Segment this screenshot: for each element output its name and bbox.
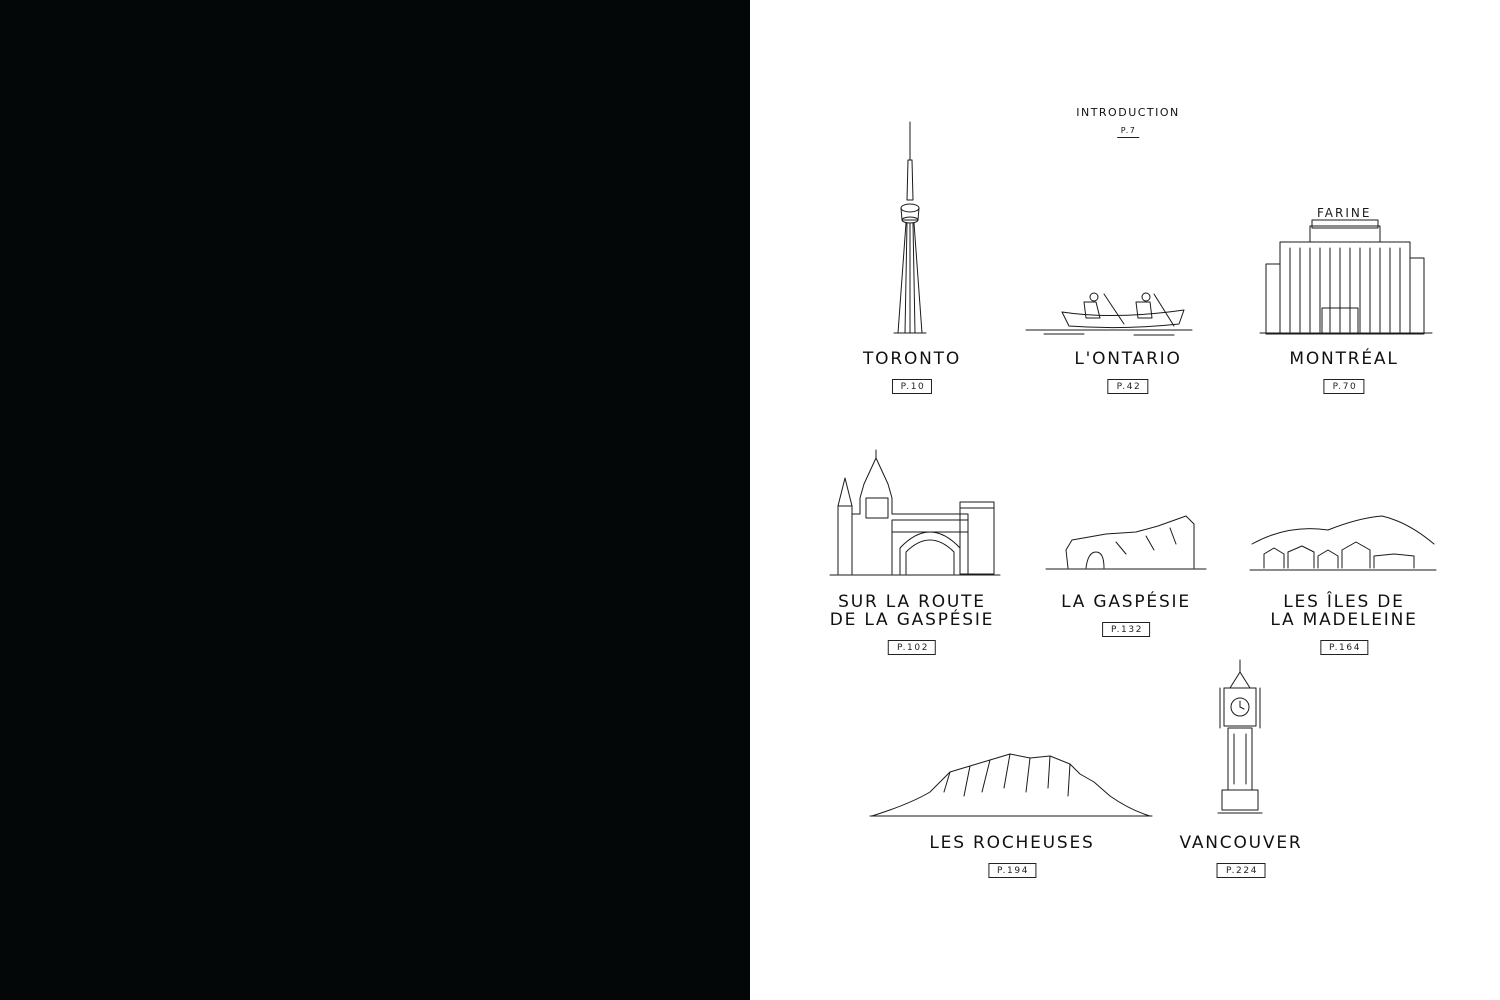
chapter-page-number: P.194 [988,863,1036,878]
chapter-page-number: P.164 [1320,640,1368,655]
chapter-title: L'ONTARIO [1074,349,1182,369]
chapter-title: VANCOUVER [1179,833,1303,853]
toc-entry-iles-madeleine[interactable] [1270,593,1417,655]
chapter-page-number: P.42 [1108,379,1149,394]
toc-introduction[interactable] [1076,106,1180,138]
toc-entry-vancouver[interactable] [1180,834,1303,878]
steam-clock-icon [1216,658,1264,818]
introduction-page-number: P.7 [1117,126,1139,138]
toc-entry-montreal[interactable] [1289,350,1398,394]
chapter-page-number: P.10 [892,379,933,394]
toc-entry-route-gaspesie[interactable] [830,593,994,655]
chapter-title: TORONTO [862,349,962,369]
chapter-page-number: P.224 [1217,863,1265,878]
chapter-title: LES ROCHEUSES [929,833,1095,853]
toc-entry-gaspesie[interactable] [1061,593,1191,637]
toc-entry-ontario[interactable] [1074,350,1181,394]
toc-entry-rocheuses[interactable] [929,834,1094,878]
perce-rock-icon [1046,514,1208,574]
city-gate-icon [830,448,1000,578]
toc-entry-toronto[interactable] [863,350,961,394]
chapter-title: LES ÎLES DE LA MADELEINE [1270,592,1418,630]
chapter-title: LA GASPÉSIE [1061,592,1191,612]
canoe-icon [1024,288,1194,336]
chapter-title: SUR LA ROUTE DE LA GASPÉSIE [829,592,995,630]
introduction-title: INTRODUCTION [1076,106,1180,119]
montreal-sign-text: FARINE [1317,206,1372,220]
cn-tower-icon [880,120,940,336]
island-village-icon [1248,514,1438,576]
chapter-page-number: P.102 [888,640,936,655]
mountains-icon [870,752,1152,818]
farine-five-roses-building-icon [1260,204,1432,336]
chapter-page-number: P.70 [1324,379,1365,394]
chapter-page-number: P.132 [1102,622,1150,637]
chapter-title: MONTRÉAL [1289,349,1399,369]
